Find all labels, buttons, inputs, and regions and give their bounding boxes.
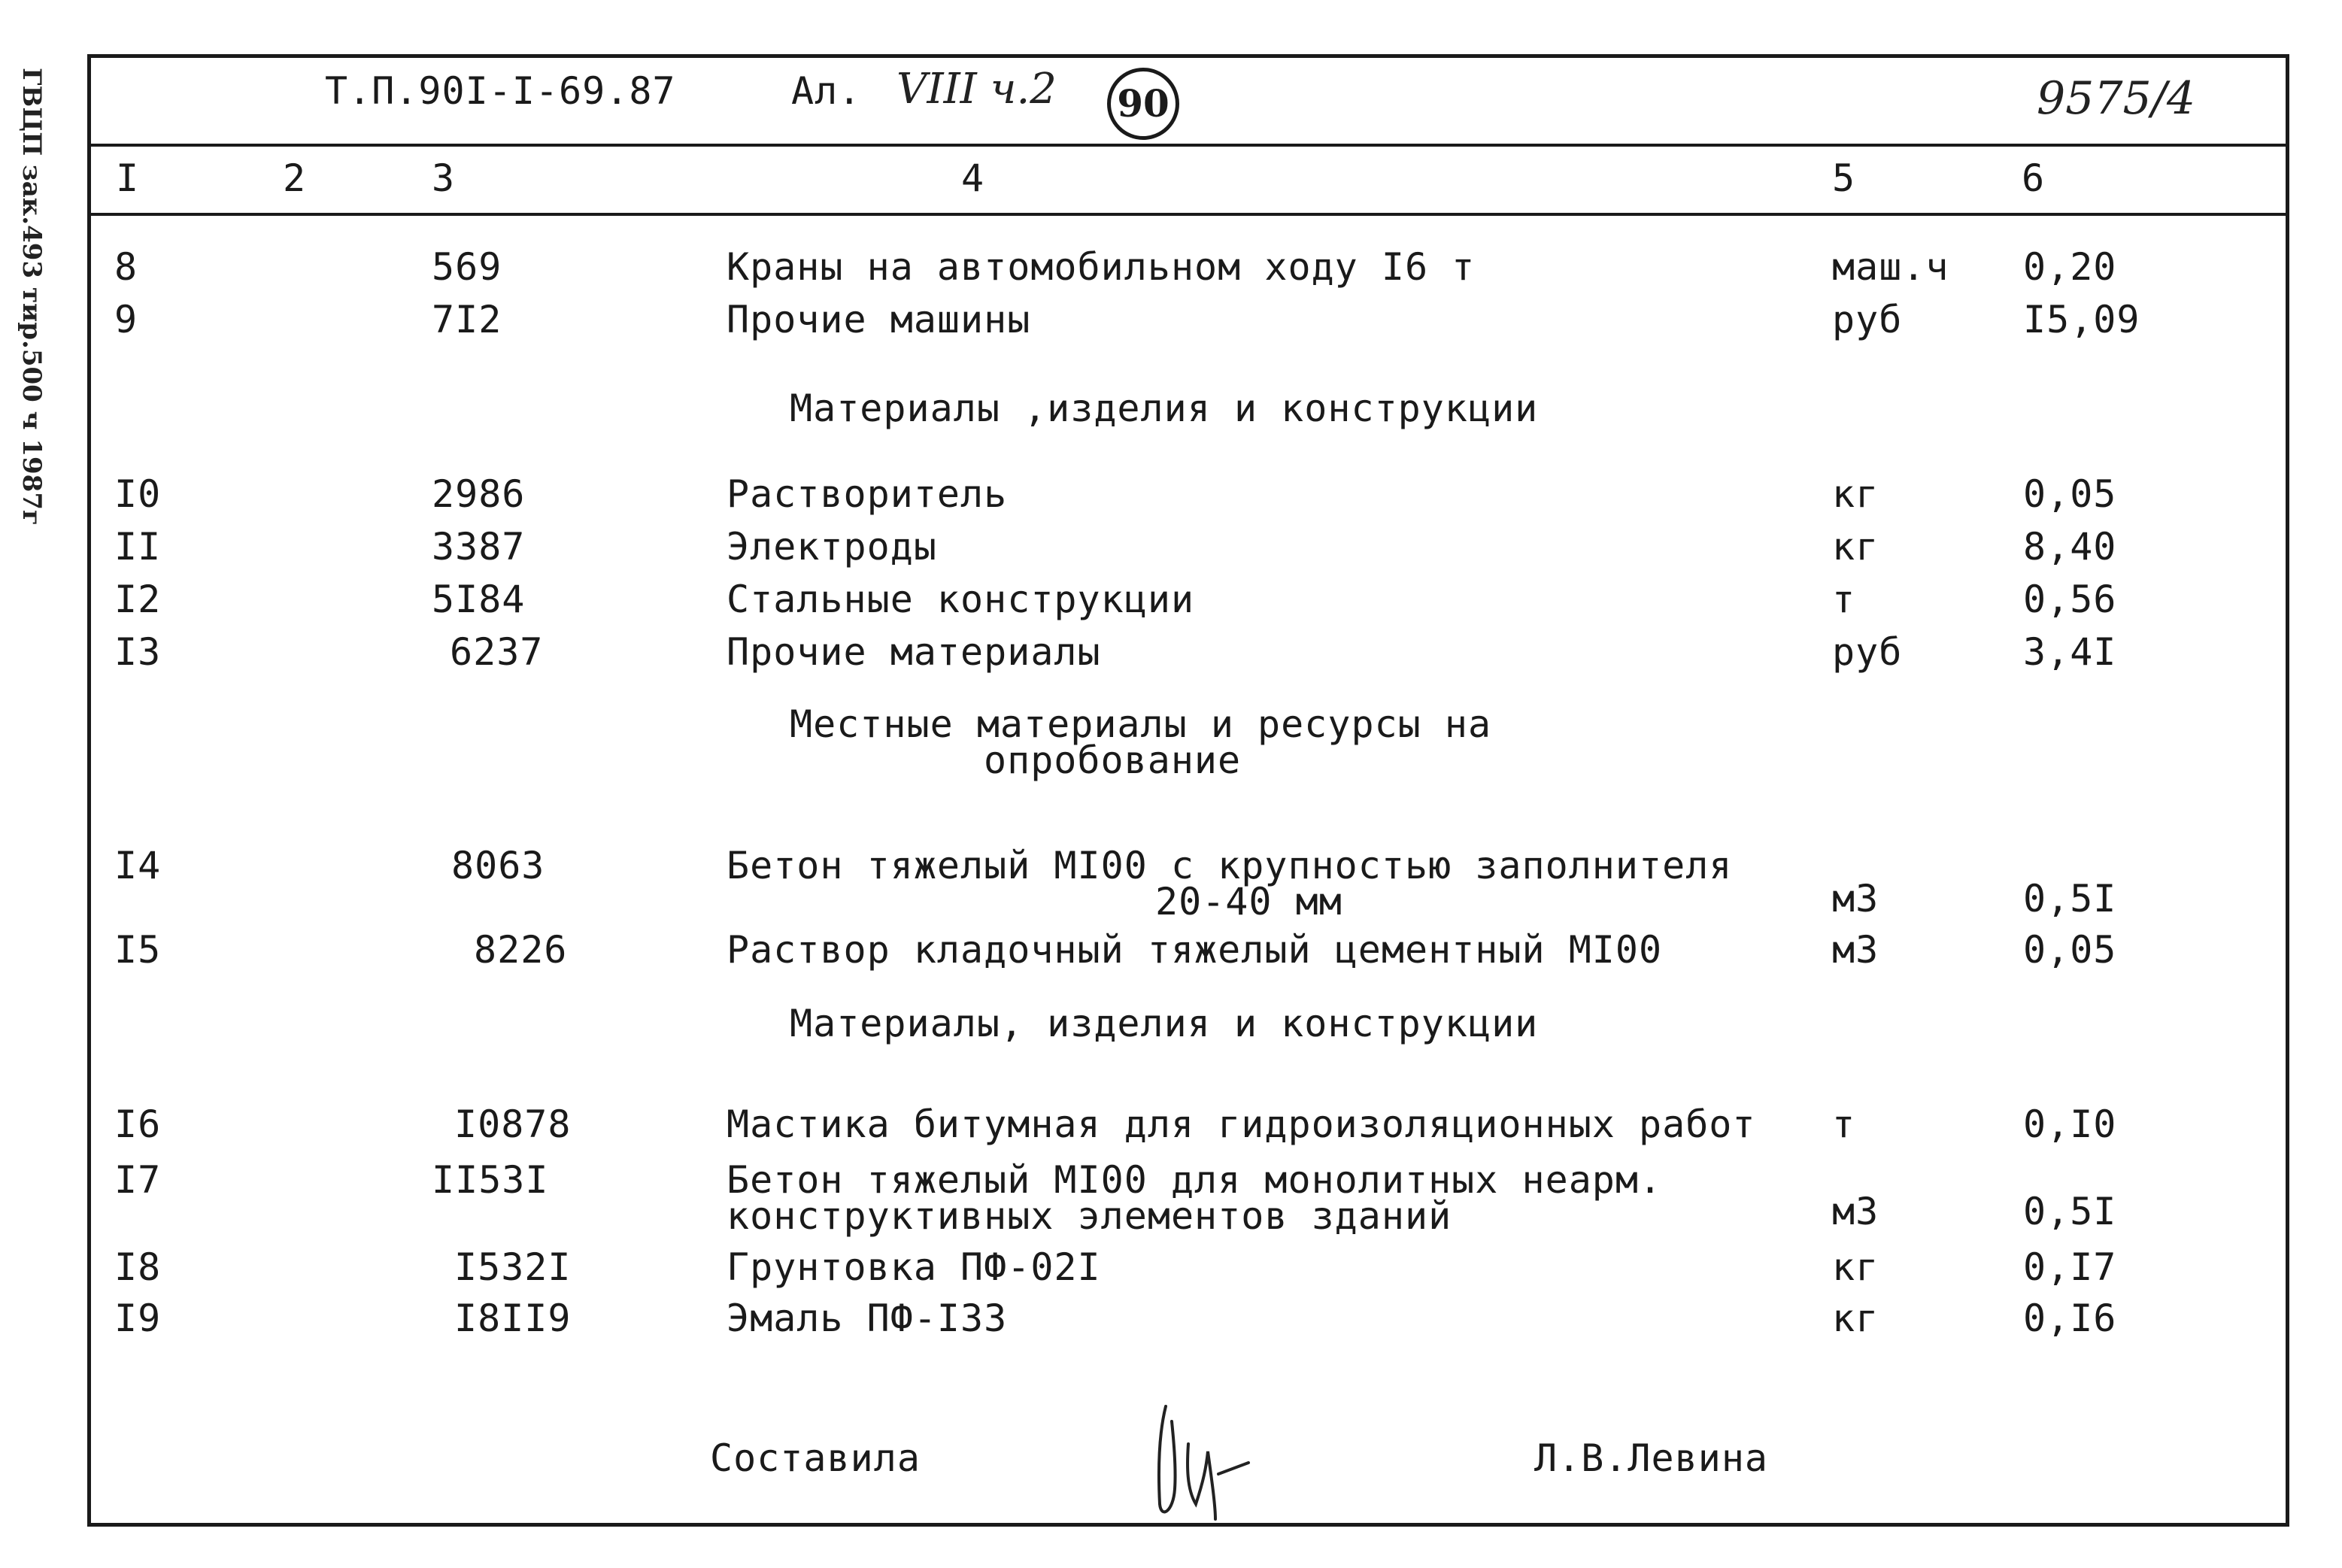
printing-stamp: ГВЦП зак.493 тир.500 ч 1987г (17, 68, 47, 526)
resource-code: 5I84 (432, 578, 526, 621)
row-number: I0 (114, 472, 162, 516)
resource-name-continued: 20-40 мм (1155, 880, 1342, 924)
resource-code: I532I (454, 1245, 572, 1289)
unit: кг (1832, 1245, 1879, 1289)
unit: руб (1832, 630, 1903, 674)
column-numbers-divider (91, 213, 2286, 216)
row-number: I9 (114, 1297, 162, 1340)
resource-name: Раствор кладочный тяжелый цементный МI00 (727, 928, 1663, 972)
resource-code: 7I2 (432, 298, 502, 341)
quantity: 0,05 (2023, 472, 2117, 516)
quantity: 0,05 (2023, 928, 2117, 972)
resource-name: Мастика битумная для гидроизоляционных работ (727, 1102, 1756, 1146)
resource-code: 6237 (450, 630, 544, 674)
unit: руб (1832, 298, 1903, 341)
quantity: 0,20 (2023, 245, 2117, 289)
album-number: VIII ч.2 (896, 65, 1057, 114)
resource-code: II53I (432, 1158, 549, 1202)
resource-name-continued: конструктивных элементов зданий (727, 1194, 1452, 1238)
quantity: 0,I0 (2023, 1102, 2117, 1146)
quantity: I5,09 (2023, 298, 2140, 341)
quantity: 0,I6 (2023, 1297, 2117, 1340)
col-num-6: 6 (2022, 156, 2046, 200)
col-num-4: 4 (961, 156, 985, 200)
row-number: 8 (114, 245, 138, 289)
section-heading-continued: опробование (984, 739, 1242, 782)
doc-code: Т.П.90I-I-69.87 (325, 69, 676, 113)
resource-code: 3387 (432, 525, 526, 569)
resource-code: 569 (432, 245, 502, 289)
unit: м3 (1832, 928, 1879, 972)
row-number: II (114, 525, 162, 569)
quantity: 0,56 (2023, 578, 2117, 621)
resource-name: Прочие машины (727, 298, 1031, 341)
row-number: I7 (114, 1158, 162, 1202)
unit: м3 (1832, 1190, 1879, 1233)
section-heading: Материалы ,изделия и конструкции (790, 387, 1539, 430)
section-heading: Материалы, изделия и конструкции (790, 1002, 1539, 1045)
unit: м3 (1832, 877, 1879, 920)
header-divider (91, 144, 2286, 147)
resource-code: 8063 (451, 844, 545, 887)
resource-name: Краны на автомобильном ходу I6 т (727, 245, 1476, 289)
resource-code: 8226 (474, 928, 568, 972)
quantity: 3,4I (2023, 630, 2117, 674)
quantity: 0,I7 (2023, 1245, 2117, 1289)
resource-name: Растворитель (727, 472, 1008, 516)
unit: маш.ч (1832, 245, 1949, 289)
compiler-name: Л.В.Левина (1534, 1436, 1769, 1480)
signature-icon (1143, 1391, 1279, 1527)
section-heading: Местные материалы и ресурсы на (790, 702, 1492, 746)
page-number-circle: 90 (1107, 68, 1179, 140)
unit: кг (1832, 472, 1879, 516)
quantity: 0,5I (2023, 1190, 2117, 1233)
resource-name: Стальные конструкции (727, 578, 1195, 621)
row-number: 9 (114, 298, 138, 341)
resource-code: I0878 (454, 1102, 572, 1146)
resource-code: 2986 (432, 472, 526, 516)
row-number: I3 (114, 630, 162, 674)
row-number: I6 (114, 1102, 162, 1146)
resource-name: Эмаль ПФ-I33 (727, 1297, 1008, 1340)
col-num-2: 2 (283, 156, 307, 200)
row-number: I4 (114, 844, 162, 887)
unit: т (1832, 578, 1856, 621)
col-num-1: I (116, 156, 140, 200)
resource-name: Прочие материалы (727, 630, 1101, 674)
resource-name: Бетон тяжелый МI00 для монолитных неарм. (727, 1158, 1663, 1202)
unit: т (1832, 1102, 1856, 1146)
resource-code: I8II9 (454, 1297, 572, 1340)
compiled-by-label: Составила (710, 1436, 921, 1480)
unit: кг (1832, 1297, 1879, 1340)
resource-name: Грунтовка ПФ-02I (727, 1245, 1101, 1289)
resource-name: Бетон тяжелый МI00 с крупностью заполнителя (727, 844, 1733, 887)
resource-name: Электроды (727, 525, 937, 569)
row-number: I8 (114, 1245, 162, 1289)
row-number: I2 (114, 578, 162, 621)
row-number: I5 (114, 928, 162, 972)
album-label: Ал. (791, 69, 862, 113)
quantity: 8,40 (2023, 525, 2117, 569)
quantity: 0,5I (2023, 877, 2117, 920)
col-num-5: 5 (1832, 156, 1856, 200)
unit: кг (1832, 525, 1879, 569)
col-num-3: 3 (432, 156, 456, 200)
inventory-number: 9575/4 (2037, 72, 2196, 125)
